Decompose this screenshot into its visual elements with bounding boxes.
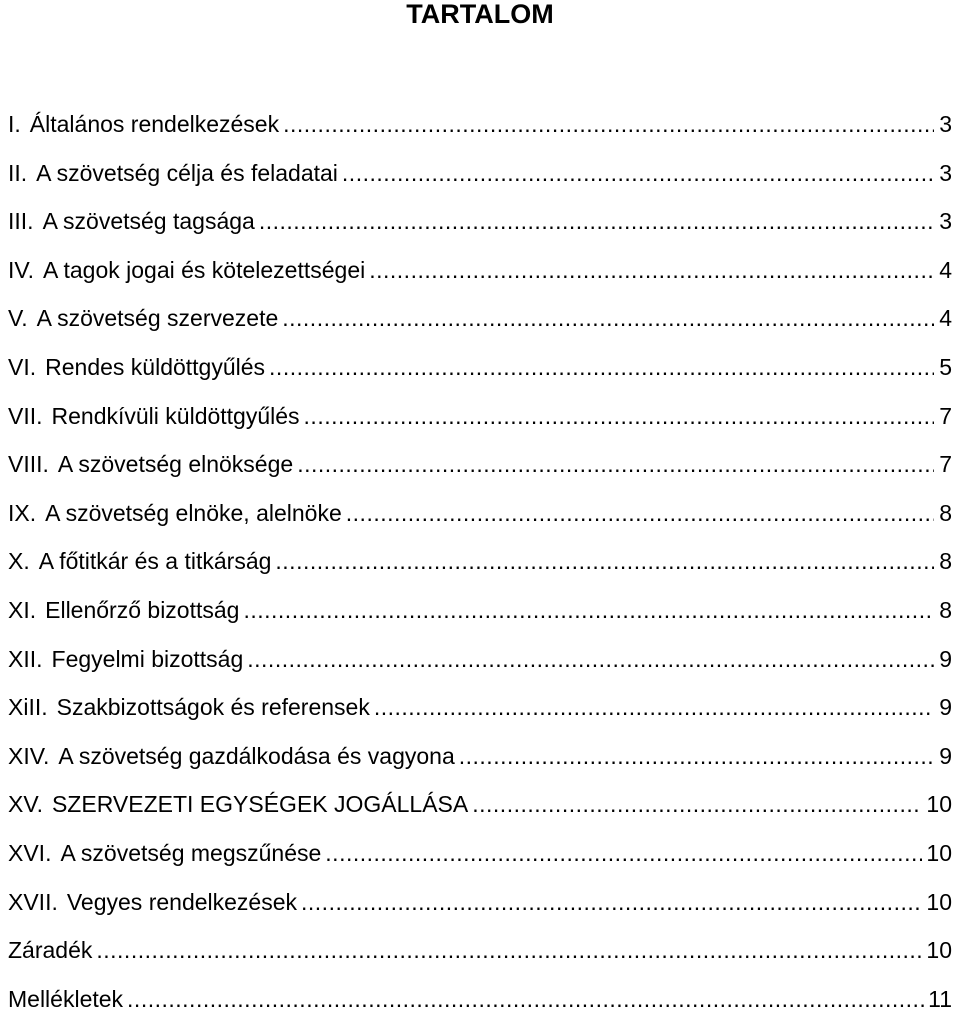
toc-entry-number: XIV. — [8, 742, 50, 769]
toc-entry-number: IX. — [8, 499, 37, 526]
dot-leader — [325, 829, 922, 878]
toc-entry-title: A szövetség célja és feladatai — [36, 159, 338, 186]
toc-entry-number: VIII. — [8, 451, 49, 478]
toc-entry[interactable] — [8, 683, 952, 732]
dot-leader — [459, 732, 934, 781]
toc-entry-number: III. — [8, 208, 34, 235]
toc-entry-page: 7 — [939, 402, 952, 429]
toc-entry-number: XV. — [8, 791, 43, 818]
toc-entry-number: IV. — [8, 256, 35, 283]
toc-entry-number: XVII. — [8, 888, 58, 915]
dot-leader — [269, 343, 934, 392]
toc-entry[interactable] — [8, 635, 952, 684]
toc-entry-number: X. — [8, 548, 30, 575]
toc-entry-page: 3 — [939, 111, 952, 137]
toc-entry[interactable] — [8, 489, 952, 538]
dot-leader — [297, 440, 934, 489]
toc-entry-number: XiII. — [8, 694, 48, 721]
toc-entry-page: 10 — [926, 888, 952, 915]
toc-entry-title: Ellenőrző bizottság — [45, 596, 240, 623]
dot-leader — [374, 683, 934, 732]
toc-entry[interactable] — [8, 294, 952, 343]
toc-entry[interactable] — [8, 537, 952, 586]
toc-entry-title: A főtitkár és a titkárság — [38, 548, 272, 575]
dot-leader — [259, 197, 934, 246]
toc-entry-page: 9 — [939, 645, 952, 672]
toc-entry-page: 9 — [939, 694, 952, 721]
toc-entry-page: 4 — [939, 256, 952, 283]
toc-entry[interactable] — [8, 586, 952, 635]
toc-entry-title: A szövetség szervezete — [36, 305, 279, 332]
toc-entry-title: SZERVEZETI EGYSÉGEK JOGÁLLÁSA — [51, 791, 469, 818]
dot-leader — [301, 878, 922, 927]
toc-entry[interactable] — [8, 732, 952, 781]
dot-leader — [304, 392, 934, 441]
toc-entry-title: Fegyelmi bizottság — [51, 645, 244, 672]
toc-entry[interactable] — [8, 780, 952, 829]
toc-entry-number: XII. — [8, 645, 43, 672]
toc-entry-title: Mellékletek — [8, 985, 124, 1012]
toc-entry-title: Szakbizottságok és referensek — [56, 694, 370, 721]
table-of-contents — [8, 100, 952, 1023]
toc-entry-page: 10 — [926, 839, 952, 866]
toc-entry-number: VII. — [8, 402, 43, 429]
dot-leader — [369, 246, 934, 295]
toc-entry-page: 4 — [939, 305, 952, 332]
toc-entry-title: A szövetség elnöke, alelnöke — [45, 499, 342, 526]
toc-entry-title: A szövetség tagsága — [42, 208, 255, 235]
toc-entry-number: XI. — [8, 596, 37, 623]
page-title: TARTALOM — [406, 0, 554, 29]
toc-entry-page: 8 — [939, 499, 952, 526]
toc-entry-page: 10 — [926, 791, 952, 818]
toc-entry-page: 7 — [939, 451, 952, 478]
toc-entry-title: Vegyes rendelkezések — [66, 888, 298, 915]
toc-entry[interactable] — [8, 197, 952, 246]
toc-entry[interactable] — [8, 440, 952, 489]
toc-entry[interactable] — [8, 100, 952, 149]
dot-leader — [96, 926, 922, 975]
toc-entry-title: A tagok jogai és kötelezettségei — [43, 256, 366, 283]
toc-entry-title: A szövetség elnöksége — [57, 451, 294, 478]
toc-entry[interactable] — [8, 878, 952, 927]
toc-entry-title: Rendes küldöttgyűlés — [45, 353, 266, 380]
toc-entry-title: Rendkívüli küldöttgyűlés — [51, 402, 300, 429]
toc-entry-title: A szövetség gazdálkodása és vagyona — [58, 742, 455, 769]
toc-entry-title: Általános rendelkezések — [29, 111, 280, 137]
toc-entry[interactable] — [8, 149, 952, 198]
toc-entry-number: II. — [8, 159, 28, 186]
dot-leader — [247, 635, 934, 684]
toc-entry-number: V. — [8, 305, 28, 332]
toc-entry-page: 8 — [939, 548, 952, 575]
toc-entry-number: I. — [8, 111, 21, 137]
dot-leader — [346, 489, 934, 538]
toc-entry[interactable] — [8, 343, 952, 392]
toc-entry-page: 5 — [939, 353, 952, 380]
toc-entry-page: 3 — [939, 208, 952, 235]
toc-entry[interactable] — [8, 926, 952, 975]
toc-entry[interactable] — [8, 246, 952, 295]
dot-leader — [342, 149, 934, 198]
toc-entry-title: A szövetség megszűnése — [60, 839, 322, 866]
dot-leader — [282, 294, 934, 343]
toc-entry-number: XVI. — [8, 839, 52, 866]
toc-entry-page: 9 — [939, 742, 952, 769]
toc-entry-page: 10 — [926, 937, 952, 964]
toc-entry[interactable] — [8, 829, 952, 878]
toc-entry-number: VI. — [8, 353, 37, 380]
toc-entry-page: 3 — [939, 159, 952, 186]
toc-entry-title: Záradék — [8, 937, 93, 964]
dot-leader — [275, 537, 934, 586]
dot-leader — [243, 586, 934, 635]
toc-entry[interactable] — [8, 392, 952, 441]
toc-entry-page: 8 — [939, 596, 952, 623]
dot-leader — [472, 780, 922, 829]
dot-leader — [283, 100, 934, 149]
toc-entry-page: 11 — [928, 985, 952, 1012]
